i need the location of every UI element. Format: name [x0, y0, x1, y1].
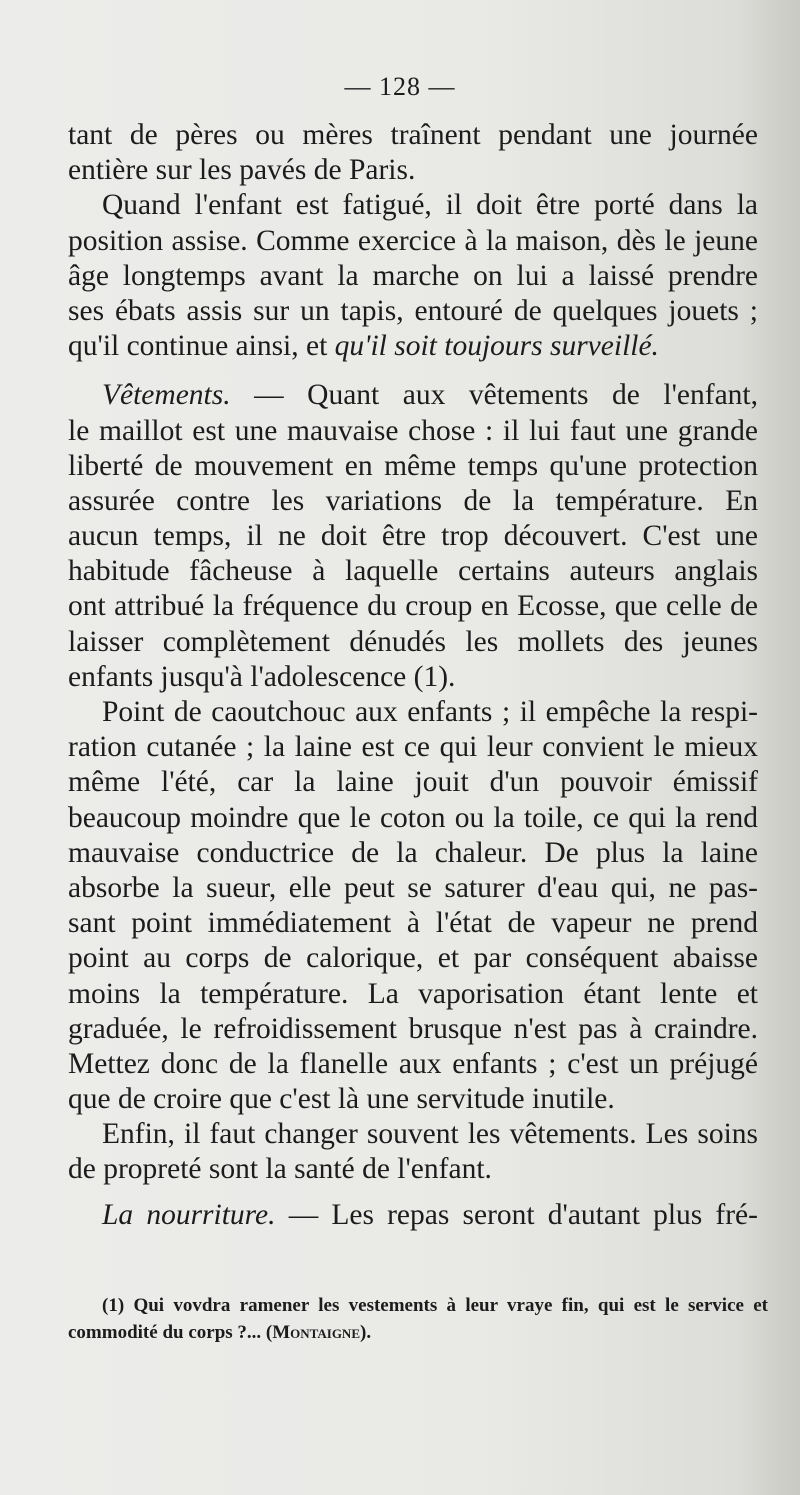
section-heading-vetements: Vêtements.: [102, 379, 231, 412]
body-text: [68, 118, 758, 1233]
text-line: aucun temps, il ne doit être trop découvert. C'est une: [68, 520, 758, 553]
text-line: beaucoup moindre que le coton ou la toile, ce qui la rend: [68, 801, 758, 834]
text-line: Point de caoutchouc aux enfants ; il empêche la respi-: [102, 696, 758, 728]
text-line: ont attribué la fréquence du croup en Ecosse, que celle de: [68, 590, 758, 623]
text-line: point au corps de calorique, et par conséquent abaisse: [68, 942, 758, 975]
text-line: habitude fâcheuse à laquelle certains auteurs anglais: [68, 555, 758, 588]
text-line: liberté de mouvement en même temps qu'une protection: [68, 449, 758, 482]
text-line: que de croire que c'est là une servitude inutile.: [68, 1083, 615, 1116]
text-line: tant de pères ou mères traînent pendant une journée: [68, 119, 758, 151]
text-line: de propreté sont la santé de l'enfant.: [68, 1153, 492, 1186]
text-line: assurée contre les variations de la température. En: [68, 484, 758, 517]
text-line: ration cutanée ; la laine est ce qui leur convient le mieux: [68, 731, 758, 764]
section-heading-nourriture: La nourriture.: [102, 1198, 276, 1231]
text-line: Mettez donc de la flanelle aux enfants ; c'est un préjugé: [68, 1047, 758, 1080]
text-line: même l'été, car la laine jouit d'un pouvoir émissif: [68, 766, 758, 799]
text-line: position assise. Comme exercice à la maison, dès le jeune: [68, 224, 758, 257]
page-number: — 128 —: [344, 72, 456, 101]
text-run: — Les repas seront d'autant plus fré-: [275, 1198, 758, 1231]
text-line: âge longtemps avant la marche on lui a laissé prendre: [68, 259, 758, 292]
text-line: enfants jusqu'à l'adolescence (1).: [68, 660, 456, 693]
text-line: le maillot est une mauvaise chose : il lui faut une grande: [68, 414, 758, 447]
text-run: qu'il continue ainsi, et: [68, 330, 335, 363]
footnote: [68, 1292, 768, 1346]
text-line: Enfin, il faut changer souvent les vêtements. Les soins: [102, 1118, 758, 1151]
text-line: ses ébats assis sur un tapis, entouré de quelques jouets ;: [68, 294, 758, 327]
text-line: graduée, le refroidissement brusque n'est pas à craindre.: [68, 1012, 758, 1045]
footnote-line: (1) Qui vovdra ramener les vestements à leur vraye fin, qui est le service et: [102, 1295, 768, 1316]
text-line: laisser complètement dénudés les mollets des jeunes: [68, 625, 758, 658]
text-line: mauvaise conductrice de la chaleur. De plus la laine: [68, 836, 758, 869]
text-line: entière sur les pavés de Paris.: [68, 154, 416, 187]
text-run: — Quant aux vêtements de l'enfant,: [230, 379, 758, 412]
emphasis-text: qu'il soit toujours surveillé.: [334, 330, 659, 363]
text-line: Quand l'enfant est fatigué, il doit être porté dans la: [102, 189, 758, 222]
footnote-author: Montaigne: [272, 1322, 360, 1343]
text-line: moins la température. La vaporisation étant lente et: [68, 977, 758, 1010]
text-line: sant point immédiatement à l'état de vapeur ne prend: [68, 907, 758, 940]
text-line: [68, 378, 758, 413]
text-line: [68, 1198, 758, 1233]
text-line: [68, 329, 758, 364]
text-run: ).: [360, 1322, 372, 1343]
text-line: absorbe la sueur, elle peut se saturer d'eau qui, ne pas-: [68, 871, 758, 904]
footnote-line: [68, 1319, 768, 1346]
text-run: commodité du corps ?... (: [68, 1322, 273, 1343]
